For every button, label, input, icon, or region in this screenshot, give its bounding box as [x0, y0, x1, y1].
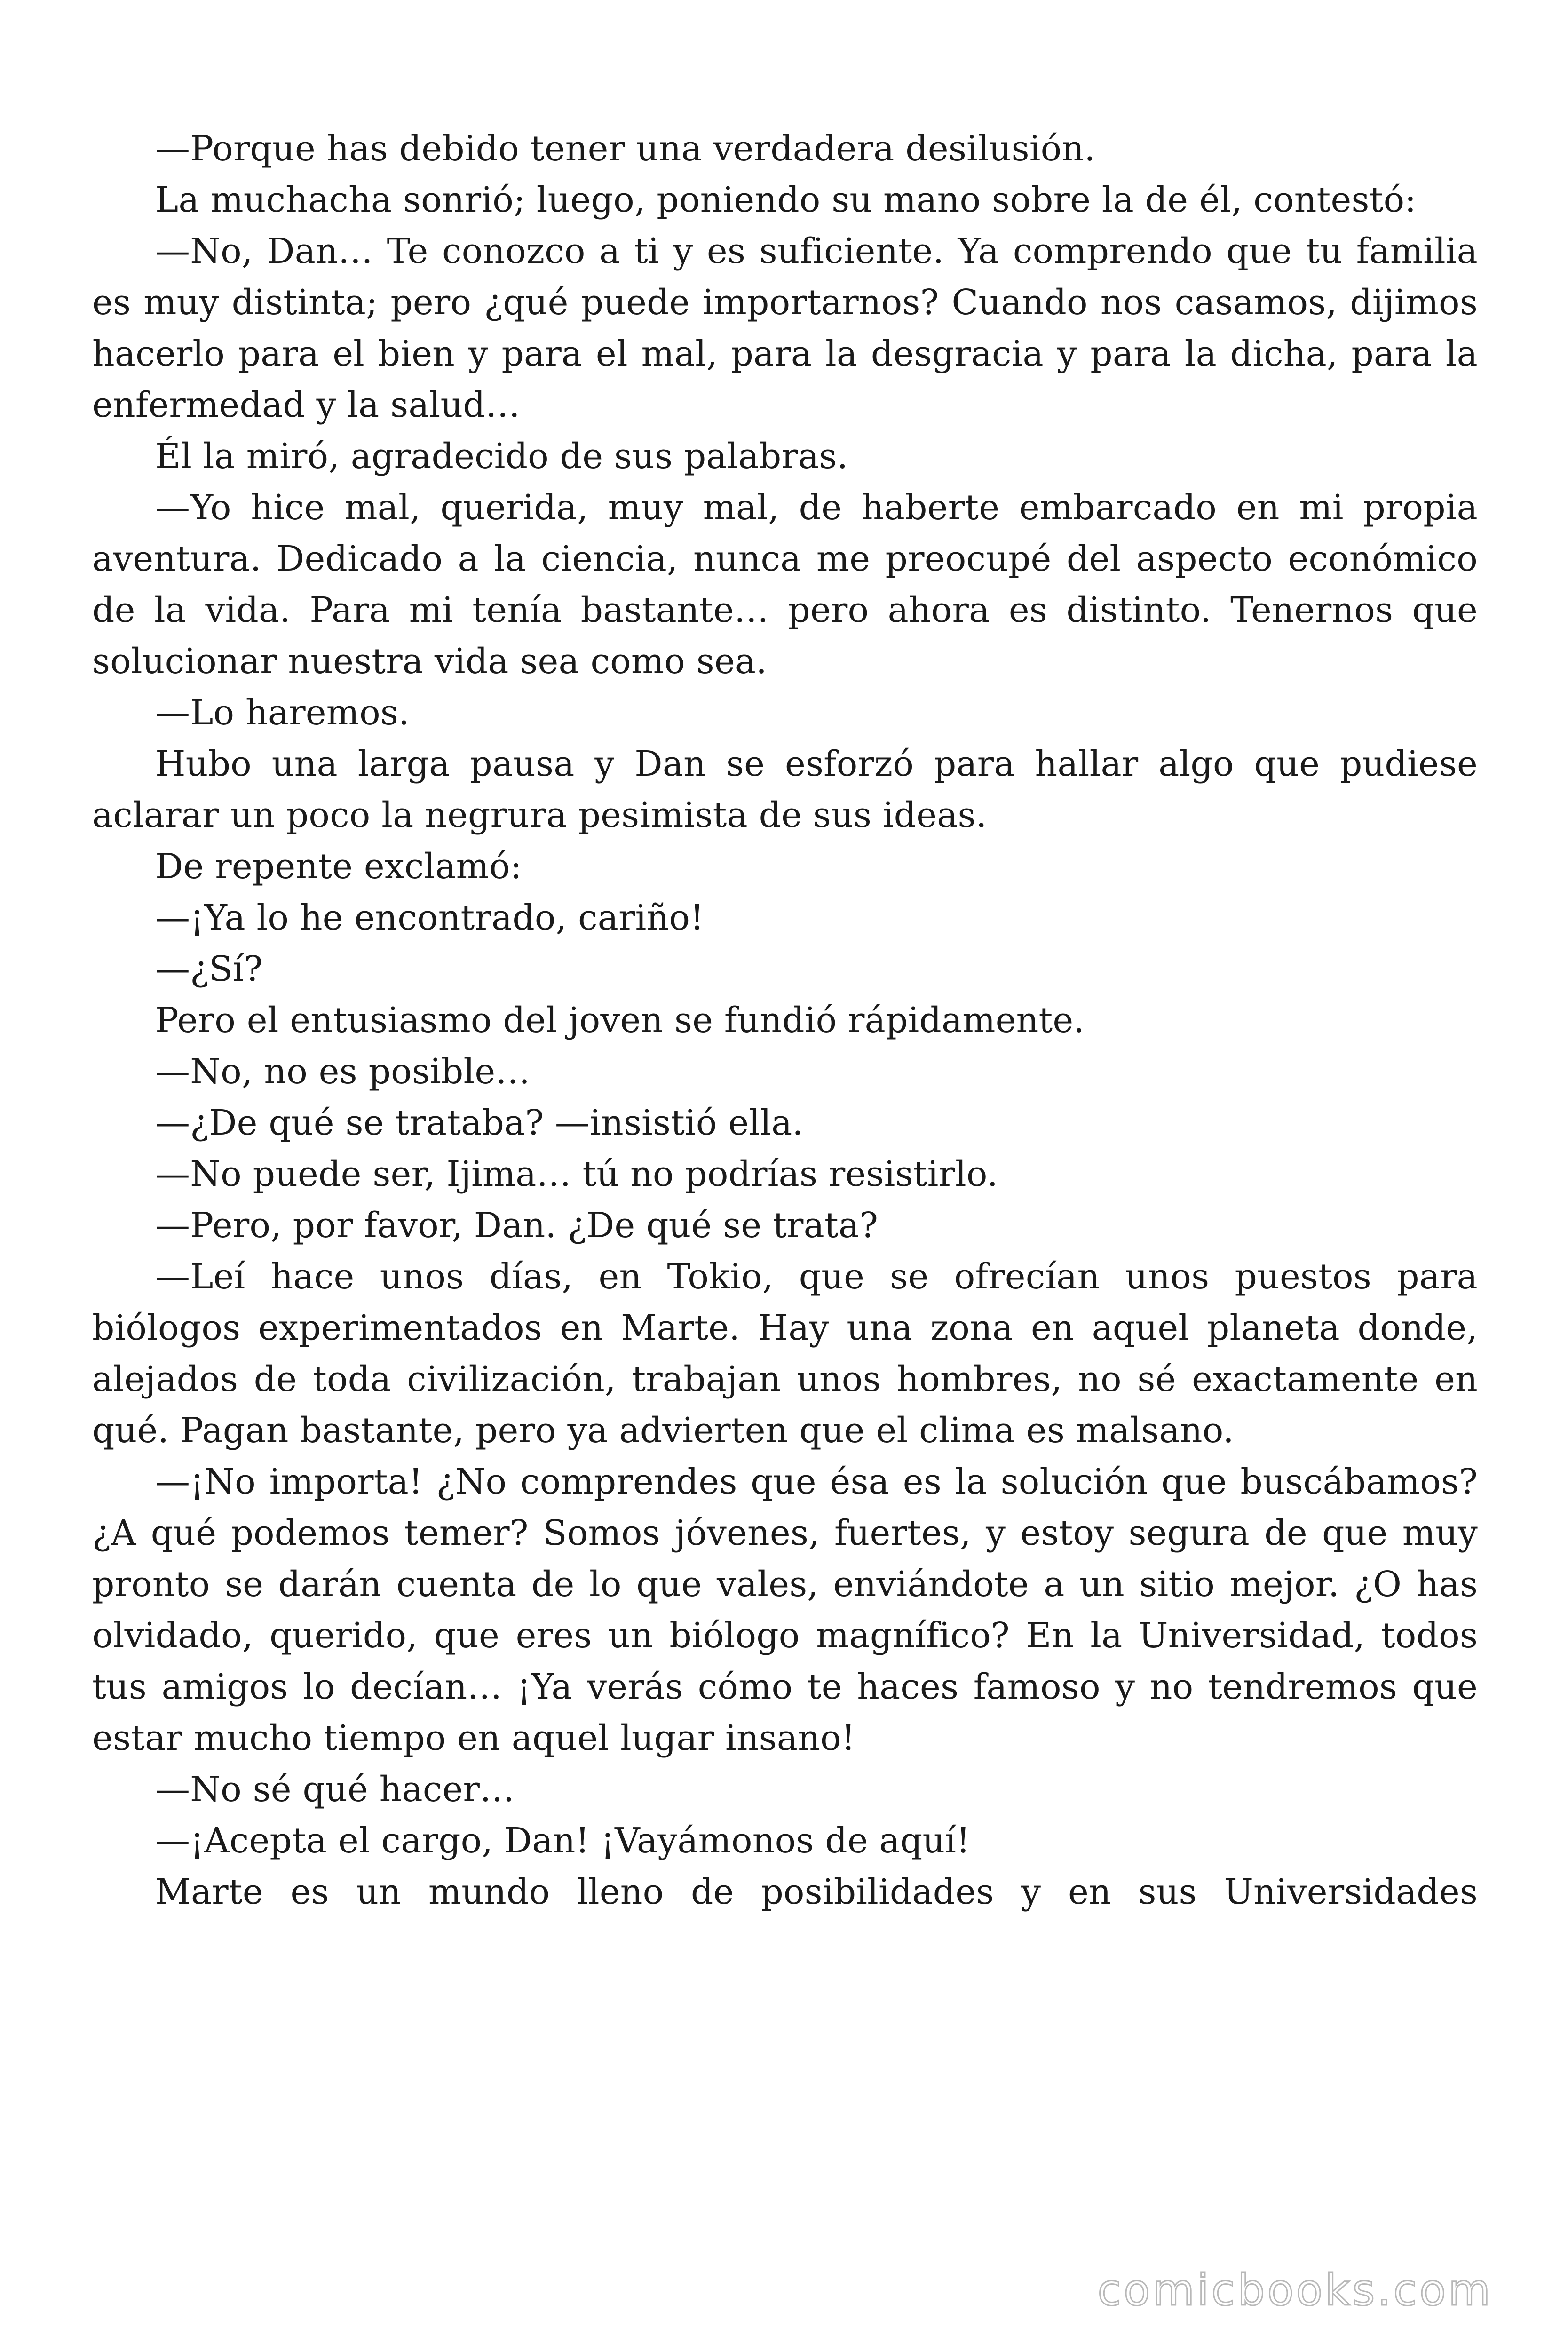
paragraph: —¡No importa! ¿No comprendes que ésa es la solución que buscábamos? ¿A qué podemos temer? Somos jóvenes, fuertes, y estoy segura de que muy pronto se darán cuenta de lo que vales, enviándote a un sitio mejor. ¿O has olvidado, querido, que eres un biólogo magnífico? En la Universidad, todos tus amigos lo decían… ¡Ya verás cómo te haces famoso y no tendremos que estar mucho tiempo en aquel lugar insano!	[92, 1462, 1478, 1758]
page-body-text	[92, 123, 1478, 1918]
paragraph-continued: Marte es un mundo lleno de posibilidades y en sus Universidades	[155, 1872, 1478, 1912]
paragraph: —¿De qué se trataba? —insistió ella.	[155, 1103, 804, 1143]
paragraph: —No, no es posible…	[155, 1051, 531, 1092]
paragraph: De repente exclamó:	[155, 846, 522, 887]
paragraph: —¡Ya lo he encontrado, cariño!	[155, 898, 705, 938]
paragraph: Él la miró, agradecido de sus palabras.	[155, 436, 848, 477]
paragraph: —Leí hace unos días, en Tokio, que se ofrecían unos puestos para biólogos experimentados en Marte. Hay una zona en aquel planeta donde, alejados de toda civilización, trabajan unos hombres, no sé exactamente en qué. Pagan bastante, pero ya advierten que el clima es malsano.	[92, 1256, 1478, 1451]
paragraph: —Yo hice mal, querida, muy mal, de haberte embarcado en mi propia aventura. Dedicado a la ciencia, nunca me preocupé del aspecto económico de la vida. Para mi tenía bastante… pero ahora es distinto. Tenernos que solucionar nuestra vida sea como sea.	[92, 487, 1478, 682]
paragraph: —No sé qué hacer…	[155, 1769, 515, 1810]
paragraph: Hubo una larga pausa y Dan se esforzó para hallar algo que pudiese aclarar un poco la negrura pesimista de sus ideas.	[92, 744, 1478, 835]
paragraph: —Pero, por favor, Dan. ¿De qué se trata?	[155, 1205, 879, 1246]
paragraph: La muchacha sonrió; luego, poniendo su mano sobre la de él, contestó:	[155, 180, 1417, 220]
paragraph: —Lo haremos.	[155, 692, 410, 733]
paragraph: —No puede ser, Ijima… tú no podrías resistirlo.	[155, 1154, 998, 1194]
paragraph: Pero el entusiasmo del joven se fundió rápidamente.	[155, 1000, 1085, 1041]
paragraph: —¿Sí?	[155, 949, 263, 989]
site-watermark: comicbooks.com	[1097, 2265, 1493, 2315]
paragraph: —No, Dan… Te conozco a ti y es suficiente. Ya comprendo que tu familia es muy distinta; pero ¿qué puede importarnos? Cuando nos casamos, dijimos hacerlo para el bien y para el mal, para la desgracia y para la dicha, para la enfermedad y la salud…	[92, 231, 1478, 425]
paragraph: —Porque has debido tener una verdadera desilusión.	[155, 128, 1095, 169]
paragraph: —¡Acepta el cargo, Dan! ¡Vayámonos de aquí!	[155, 1820, 971, 1861]
